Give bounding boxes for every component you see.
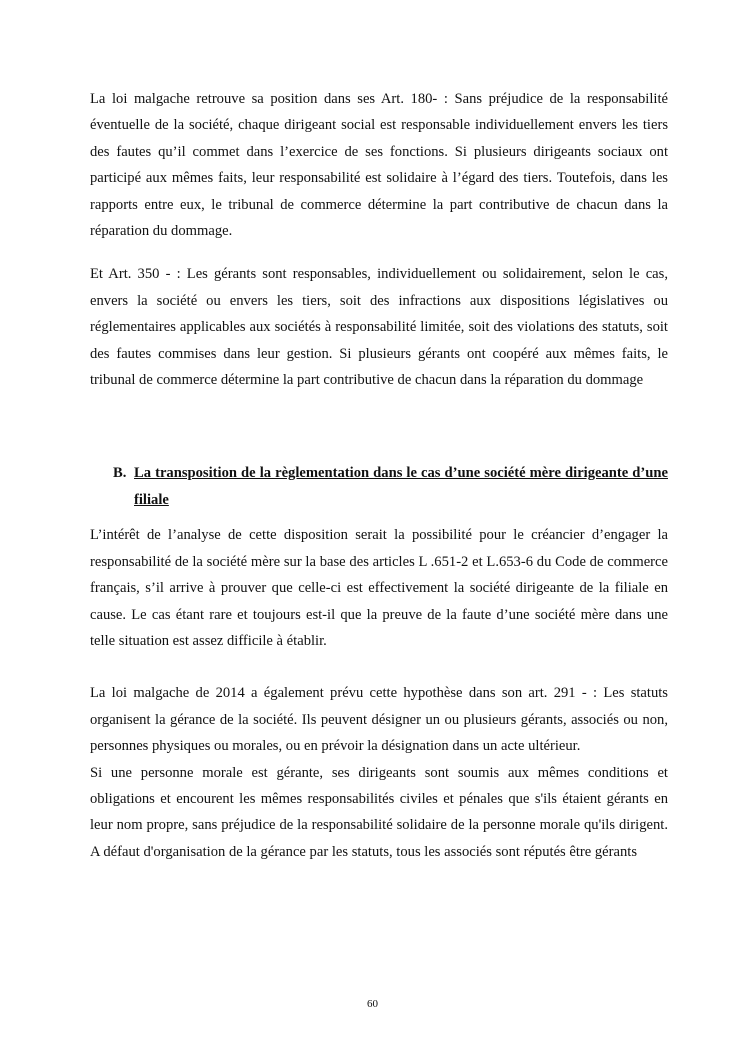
paragraph-interet-analyse: L’intérêt de l’analyse de cette disposition serait la possibilité pour le créancier d’engager la responsabilité de la société mère sur la base des articles L .651-2 et L.653-6 du Code de commerce français, s’il arrive à prouver que celle-ci est effectivement la société dirigeante de la filiale en cause. Le cas étant rare et toujours est-il que la preuve de la faute d’une société mère dans une telle situation est assez difficile à établir. (90, 527, 668, 649)
paragraph-personne-morale: Si une personne morale est gérante, ses dirigeants sont soumis aux mêmes conditions et obligations et encourent les mêmes responsabilités civiles et pénales que s'ils étaient gérants en leur nom propre, sans préjudice de la responsabilité solidaire de la personne morale qu'ils dirigent. A défaut d'organisation de la gérance par les statuts, tous les associés sont réputés être gérants (90, 764, 668, 860)
page-number: 60 (367, 998, 378, 1010)
section-marker: B. (113, 465, 127, 482)
section-title: La transposition de la règlementation dans le cas d’une société mère dirigeante d’une filiale (134, 465, 668, 508)
document-page (90, 86, 668, 865)
section-heading (90, 460, 668, 513)
paragraph-art-180: La loi malgache retrouve sa position dans ses Art. 180- : Sans préjudice de la responsabilité éventuelle de la société, chaque dirigeant social est responsable individuellement envers les tiers des fautes qu’il commet dans l’exercice de ses fonctions. Si plusieurs dirigeants sociaux ont participé aux mêmes faits, leur responsabilité est solidaire à l’égard des tiers. Toutefois, dans les rapports entre eux, le tribunal de commerce détermine la part contributive de chacun dans la réparation du dommage. (90, 91, 668, 240)
paragraph-loi-2014: La loi malgache de 2014 a également prévu cette hypothèse dans son art. 291 - : Les statuts organisent la gérance de la société. Ils peuvent désigner un ou plusieurs gérants, associés ou non, personnes physiques ou morales, ou en prévoir la désignation dans un acte ultérieur. (90, 685, 668, 755)
paragraph-art-350: Et Art. 350 - : Les gérants sont responsables, individuellement ou solidairement, selon le cas, envers la société ou envers les tiers, soit des infractions aux dispositions législatives ou réglementaires applicables aux sociétés à responsabilité limitée, soit des violations des statuts, soit des fautes commises dans leur gestion. Si plusieurs gérants ont coopéré aux mêmes faits, le tribunal de commerce détermine la part contributive de chacun dans la réparation du dommage (90, 266, 668, 389)
